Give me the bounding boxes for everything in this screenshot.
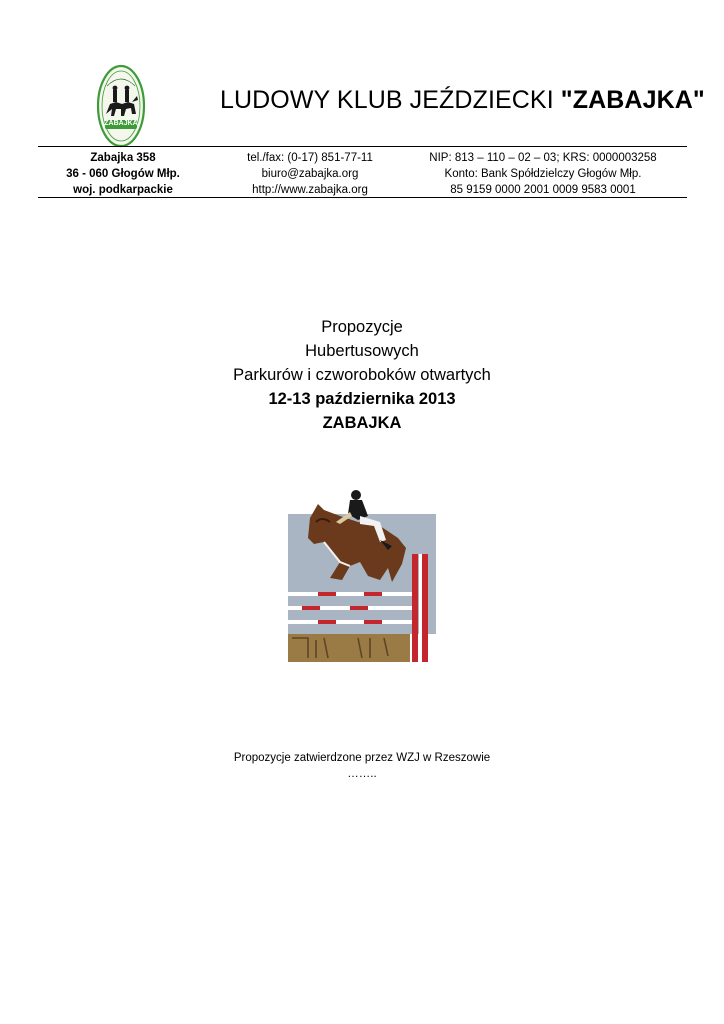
address-line: Zabajka 358 — [90, 152, 156, 164]
doc-title-line: Parkurów i czworoboków otwartych — [233, 366, 491, 384]
doc-title-line: Propozycje — [321, 318, 403, 336]
header-rule-bottom — [38, 197, 687, 198]
registry-account: 85 9159 0000 2001 0009 9583 0001 — [450, 184, 636, 196]
show-jumping-illustration — [288, 486, 438, 664]
address-line: woj. podkarpackie — [73, 184, 173, 196]
registry-bank: Konto: Bank Spółdzielczy Głogów Młp. — [444, 168, 642, 180]
event-place: ZABAJKA — [322, 414, 402, 432]
contact-phone: tel./fax: (0-17) 851-77-11 — [247, 152, 373, 164]
contact-email[interactable]: biuro@zabajka.org — [261, 168, 359, 180]
event-date: 12-13 października 2013 — [268, 390, 456, 408]
header-rule-top — [38, 146, 687, 147]
registry-nip: NIP: 813 – 110 – 02 – 03; KRS: 0000003258 — [429, 152, 657, 164]
club-logo — [96, 64, 146, 148]
approval-placeholder: …….. — [347, 768, 377, 780]
contact-website[interactable]: http://www.zabajka.org — [252, 184, 368, 196]
address-line: 36 - 060 Głogów Młp. — [66, 168, 180, 180]
club-title-prefix: LUDOWY KLUB JEŹDZIECKI — [220, 86, 561, 114]
club-title — [220, 86, 705, 115]
doc-title-line: Hubertusowych — [305, 342, 419, 360]
approval-note: Propozycje zatwierdzone przez WZJ w Rzeszowie — [233, 752, 491, 764]
logo-text: ZABAJKA — [104, 120, 138, 127]
club-title-name: "ZABAJKA" — [560, 86, 705, 114]
